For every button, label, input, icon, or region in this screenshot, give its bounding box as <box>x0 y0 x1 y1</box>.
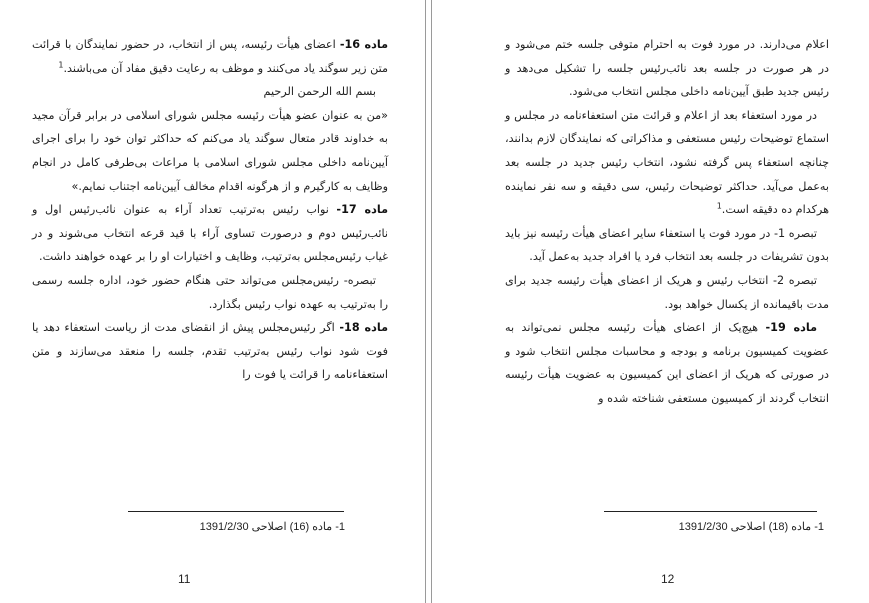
paragraph-article-18 <box>32 316 388 387</box>
article-heading: ماده 18- <box>339 321 388 335</box>
footnote: 1- ماده (16) اصلاحی 1391/2/30 <box>199 521 345 533</box>
paragraph-text: اعلام می‌دارند. در مورد فوت به احترام متوفی جلسه ختم می‌شود و در هر صورت در جلسه بعد نائب‌رئیس جلسه را تشکیل می‌دهد و رئیس جدید طبق آیین‌نامه داخلی مجلس انتخاب می‌شود. <box>505 38 829 99</box>
paragraph-note-2 <box>505 269 829 316</box>
footnote-marker: 1 <box>58 59 64 69</box>
paragraph-text: نواب رئیس به‌ترتیب تعداد آراء به عنوان نائب‌رئیس اول و نائب‌رئیس دوم و درصورت تساوی آراء با قید قرعه انتخاب می‌شوند و در غیاب رئیس‌مجلس به‌ترتیب، وظایف و اختیارات او را بر عهده خواهند داشت. <box>32 203 388 264</box>
paragraph-text: هیچ‌یک از اعضای هیأت رئیسه مجلس نمی‌تواند به عضویت کمیسیون برنامه و بودجه و محاسبات مجلس انتخاب شود و در صورتی که هریک از اعضای این کمیسیون به عضویت هیأت رئیسه انتخاب گردند از کمیسیون مستعفی شناخته شده و <box>505 321 829 405</box>
right-page-body <box>505 33 829 411</box>
paragraph-text: اگر رئیس‌مجلس پیش از انقضای مدت از ریاست استعفاء دهد یا فوت شود نواب رئیس به‌ترتیب تقدم، جلسه را منعقد می‌سازند و متن استعفاءنامه را قرائت یا فوت را <box>32 321 388 382</box>
page-gutter-line <box>425 0 426 603</box>
paragraph-text: تبصره- رئیس‌مجلس می‌تواند حتی هنگام حضور خود، اداره جلسه رسمی را به‌ترتیب به عهده نواب رئیس بگذارد. <box>32 273 388 311</box>
article-heading: ماده 17- <box>336 203 388 217</box>
page-right <box>432 0 869 603</box>
paragraph-article-19 <box>505 316 829 410</box>
paragraph-text: در مورد استعفاء بعد از اعلام و قرائت متن استعفاءنامه در مجلس و استماع توضیحات رئیس مستعفی و مذاکراتی که نمایندگان لازم بدانند، چنانچه استعفاء پس گرفته نشود، انتخاب رئیس جدید در جلسه بعد به‌عمل می‌آید. حداکثر توضیحات رئیس، سی دقیقه و سه نفر نماینده هرکدام ده دقیقه است. <box>505 108 829 217</box>
footnote-marker: 1 <box>716 201 722 211</box>
paragraph-text: «من به عنوان عضو هیأت رئیسه مجلس شورای اسلامی در برابر قرآن مجید به خداوند قادر متعال سوگند یاد می‌کنم که حداکثر توان خود را برای اجرای آیین‌نامه داخلی مجلس شورای اسلامی با مراعات بی‌طرفی کامل در انجام وظایف به کارگیرم و از هرگونه اقدام مخالف آیین‌نامه اجتناب نمایم.» <box>32 108 388 193</box>
article-heading: ماده 19- <box>765 321 817 335</box>
paragraph-continuation <box>505 33 829 104</box>
paragraph-basmala <box>32 80 388 104</box>
page-number: 12 <box>661 572 675 586</box>
paragraph-text: اعضای هیأت رئیسه، پس از انتخاب، در حضور نمایندگان با قرائت متن زیر سوگند یاد می‌کنند و موظف به رعایت دقیق مفاد آن می‌باشند. <box>32 38 388 75</box>
paragraph-article-16 <box>32 33 388 80</box>
left-page-body <box>32 33 388 387</box>
paragraph-note-1 <box>505 222 829 269</box>
paragraph-note <box>32 269 388 316</box>
paragraph-text: بسم الله الرحمن الرحیم <box>263 85 376 99</box>
paragraph-article-17 <box>32 198 388 269</box>
paragraph-resignation <box>505 104 829 222</box>
footnote-separator <box>128 511 344 512</box>
page-left <box>0 0 425 603</box>
article-heading: ماده 16- <box>339 38 388 51</box>
paragraph-text: تبصره 1- در مورد فوت یا استعفاء سایر اعضای هیأت رئیسه نیز باید بدون تشریفات در جلسه بعد انتخاب فرد یا افراد جدید به‌عمل آید. <box>505 226 829 264</box>
paragraph-text: تبصره 2- انتخاب رئیس و هریک از اعضای هیأت رئیسه جدید برای مدت باقیمانده از یکسال خواهد بود. <box>505 273 829 311</box>
page-number: 11 <box>178 572 191 586</box>
footnote-separator <box>604 511 817 512</box>
paragraph-oath <box>32 104 388 198</box>
footnote: 1- ماده (18) اصلاحی 1391/2/30 <box>678 521 824 533</box>
